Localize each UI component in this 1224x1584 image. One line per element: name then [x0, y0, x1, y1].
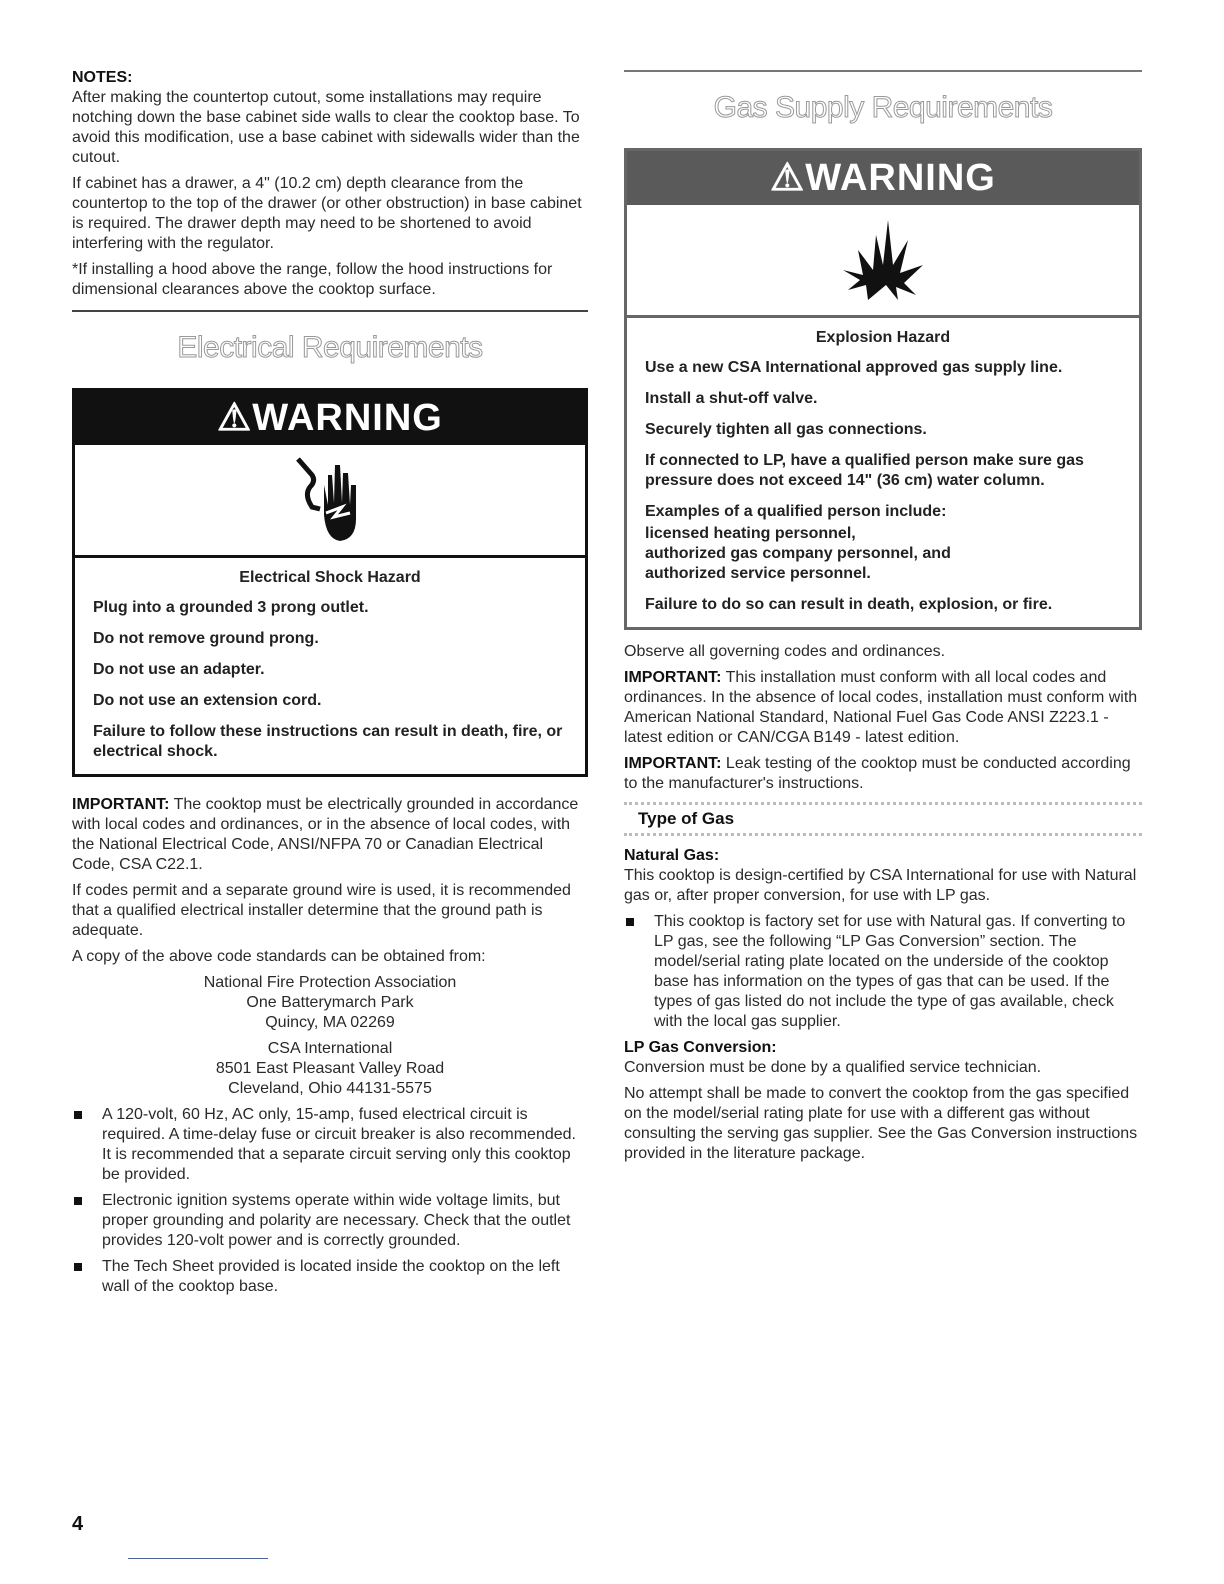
warning-line: Examples of a qualified person include:	[645, 503, 947, 520]
shock-hazard-icon	[75, 445, 585, 558]
important-label: IMPORTANT:	[624, 755, 722, 772]
warning-header	[75, 391, 585, 445]
warning-line: Use a new CSA International approved gas supply line.	[645, 359, 1063, 376]
important-text: The cooktop must be electrically grounded in accordance with local codes and ordinances, or in the absence of local codes, with the National Electrical Code, ANSI/NFPA 70 or Canadian Electrical Code, CSA C22.1.	[72, 796, 579, 873]
important-paragraph	[624, 668, 1142, 748]
warning-line: Failure to follow these instructions can result in death, fire, or electrical shock.	[93, 723, 563, 760]
gas-warning-box	[624, 148, 1142, 630]
footer-line	[128, 1558, 268, 1559]
warning-line: Do not remove ground prong.	[93, 630, 319, 647]
natural-gas-heading: Natural Gas:	[624, 847, 720, 864]
paragraph: A copy of the above code standards can be obtained from:	[72, 948, 486, 965]
bullet-item: The Tech Sheet provided is located inside the cooktop on the left wall of the cooktop base.	[72, 1257, 588, 1297]
bullet-item: A 120-volt, 60 Hz, AC only, 15-amp, fused electrical circuit is required. A time-delay fuse or circuit breaker is also recommended. It is recommended that a separate circuit serving only this cooktop be provided.	[72, 1105, 588, 1185]
warning-line: authorized gas company personnel, and	[645, 545, 951, 562]
notes-heading: NOTES:	[72, 69, 133, 86]
warning-line: licensed heating personnel,	[645, 525, 856, 542]
warning-line: Do not use an extension cord.	[93, 692, 322, 709]
paragraph: Conversion must be done by a qualified service technician.	[624, 1059, 1042, 1076]
address-line: One Batterymarch Park	[246, 994, 414, 1011]
warning-triangle-icon: ⚠	[770, 157, 806, 199]
divider	[624, 70, 1142, 72]
section-title: Electrical Requirements	[177, 331, 483, 364]
warning-line: Install a shut-off valve.	[645, 390, 818, 407]
hazard-title: Explosion Hazard	[815, 329, 951, 346]
lp-gas-heading: LP Gas Conversion:	[624, 1039, 777, 1056]
left-column	[72, 68, 588, 1303]
note: If cabinet has a drawer, a 4" (10.2 cm) depth clearance from the countertop to the top of the drawer (or other obstruction) in base cabinet is required. The drawer depth may need to be shortened to avoid interfering with the regulator.	[72, 175, 582, 252]
important-text: Leak testing of the cooktop must be conducted according to the manufacturer's instructions.	[624, 755, 1131, 792]
subsection-heading: Type of Gas	[624, 802, 1142, 836]
warning-line: Plug into a grounded 3 prong outlet.	[93, 599, 369, 616]
important-paragraph	[624, 754, 1142, 794]
page-number: 4	[72, 1513, 84, 1535]
paragraph: This cooktop is design-certified by CSA International for use with Natural gas or, after proper conversion, for use with LP gas.	[624, 867, 1137, 904]
warning-line: Do not use an adapter.	[93, 661, 265, 678]
paragraph: No attempt shall be made to convert the cooktop from the gas specified on the model/serial rating plate for use with a different gas without consulting the serving gas supplier. See the Gas Conversion instructions provided in the literature package.	[624, 1085, 1138, 1162]
paragraph: If codes permit and a separate ground wire is used, it is recommended that a qualified electrical installer determine that the ground path is adequate.	[72, 882, 571, 939]
section-title: Gas Supply Requirements	[713, 91, 1053, 124]
address-line: Quincy, MA 02269	[265, 1014, 395, 1031]
bullet-item: Electronic ignition systems operate within wide voltage limits, but proper grounding and polarity are necessary. Check that the outlet provides 120-volt power and is correctly grounded.	[72, 1191, 588, 1251]
explosion-hazard-icon	[627, 205, 1139, 318]
note: *If installing a hood above the range, follow the hood instructions for dimensional clearances above the cooktop surface.	[72, 261, 553, 298]
hazard-title: Electrical Shock Hazard	[239, 569, 421, 586]
electrical-warning-box	[72, 388, 588, 777]
warning-label: WARNING	[805, 157, 996, 199]
warning-line: authorized service personnel.	[645, 565, 871, 582]
address-line: Cleveland, Ohio 44131-5575	[228, 1080, 432, 1097]
natural-gas-bullets	[624, 912, 1142, 1032]
right-column	[624, 70, 1142, 1170]
important-paragraph	[72, 795, 588, 875]
warning-header	[627, 151, 1139, 205]
warning-line: Securely tighten all gas connections.	[645, 421, 927, 438]
address-line: 8501 East Pleasant Valley Road	[215, 1060, 445, 1077]
important-label: IMPORTANT:	[624, 669, 722, 686]
bullet-item: This cooktop is factory set for use with Natural gas. If converting to LP gas, see the following “LP Gas Conversion” section. The model/serial rating plate located on the underside of the cooktop base has information on the types of gas that can be used. If the types of gas listed do not include the type of gas available, check with the local gas supplier.	[624, 912, 1142, 1032]
paragraph: Observe all governing codes and ordinances.	[624, 643, 946, 660]
divider	[72, 310, 588, 312]
electrical-bullets	[72, 1105, 588, 1297]
note: After making the countertop cutout, some installations may require notching down the base cabinet side walls to clear the cooktop base. To avoid this modification, use a base cabinet with sidewalls wider than the cutout.	[72, 89, 580, 166]
address-line: CSA International	[267, 1040, 393, 1057]
address-line: National Fire Protection Association	[203, 974, 457, 991]
important-text: This installation must conform with all local codes and ordinances. In the absence of local codes, installation must conform with American National Standard, National Fuel Gas Code ANSI Z223.1 - latest edition or CAN/CGA B149 - latest edition.	[624, 669, 1138, 746]
important-label: IMPORTANT:	[72, 796, 170, 813]
warning-line: Failure to do so can result in death, explosion, or fire.	[645, 596, 1053, 613]
warning-label: WARNING	[252, 397, 443, 439]
warning-line: If connected to LP, have a qualified person make sure gas pressure does not exceed 14" (36 cm) water column.	[645, 452, 1084, 489]
warning-triangle-icon: ⚠	[217, 397, 253, 439]
